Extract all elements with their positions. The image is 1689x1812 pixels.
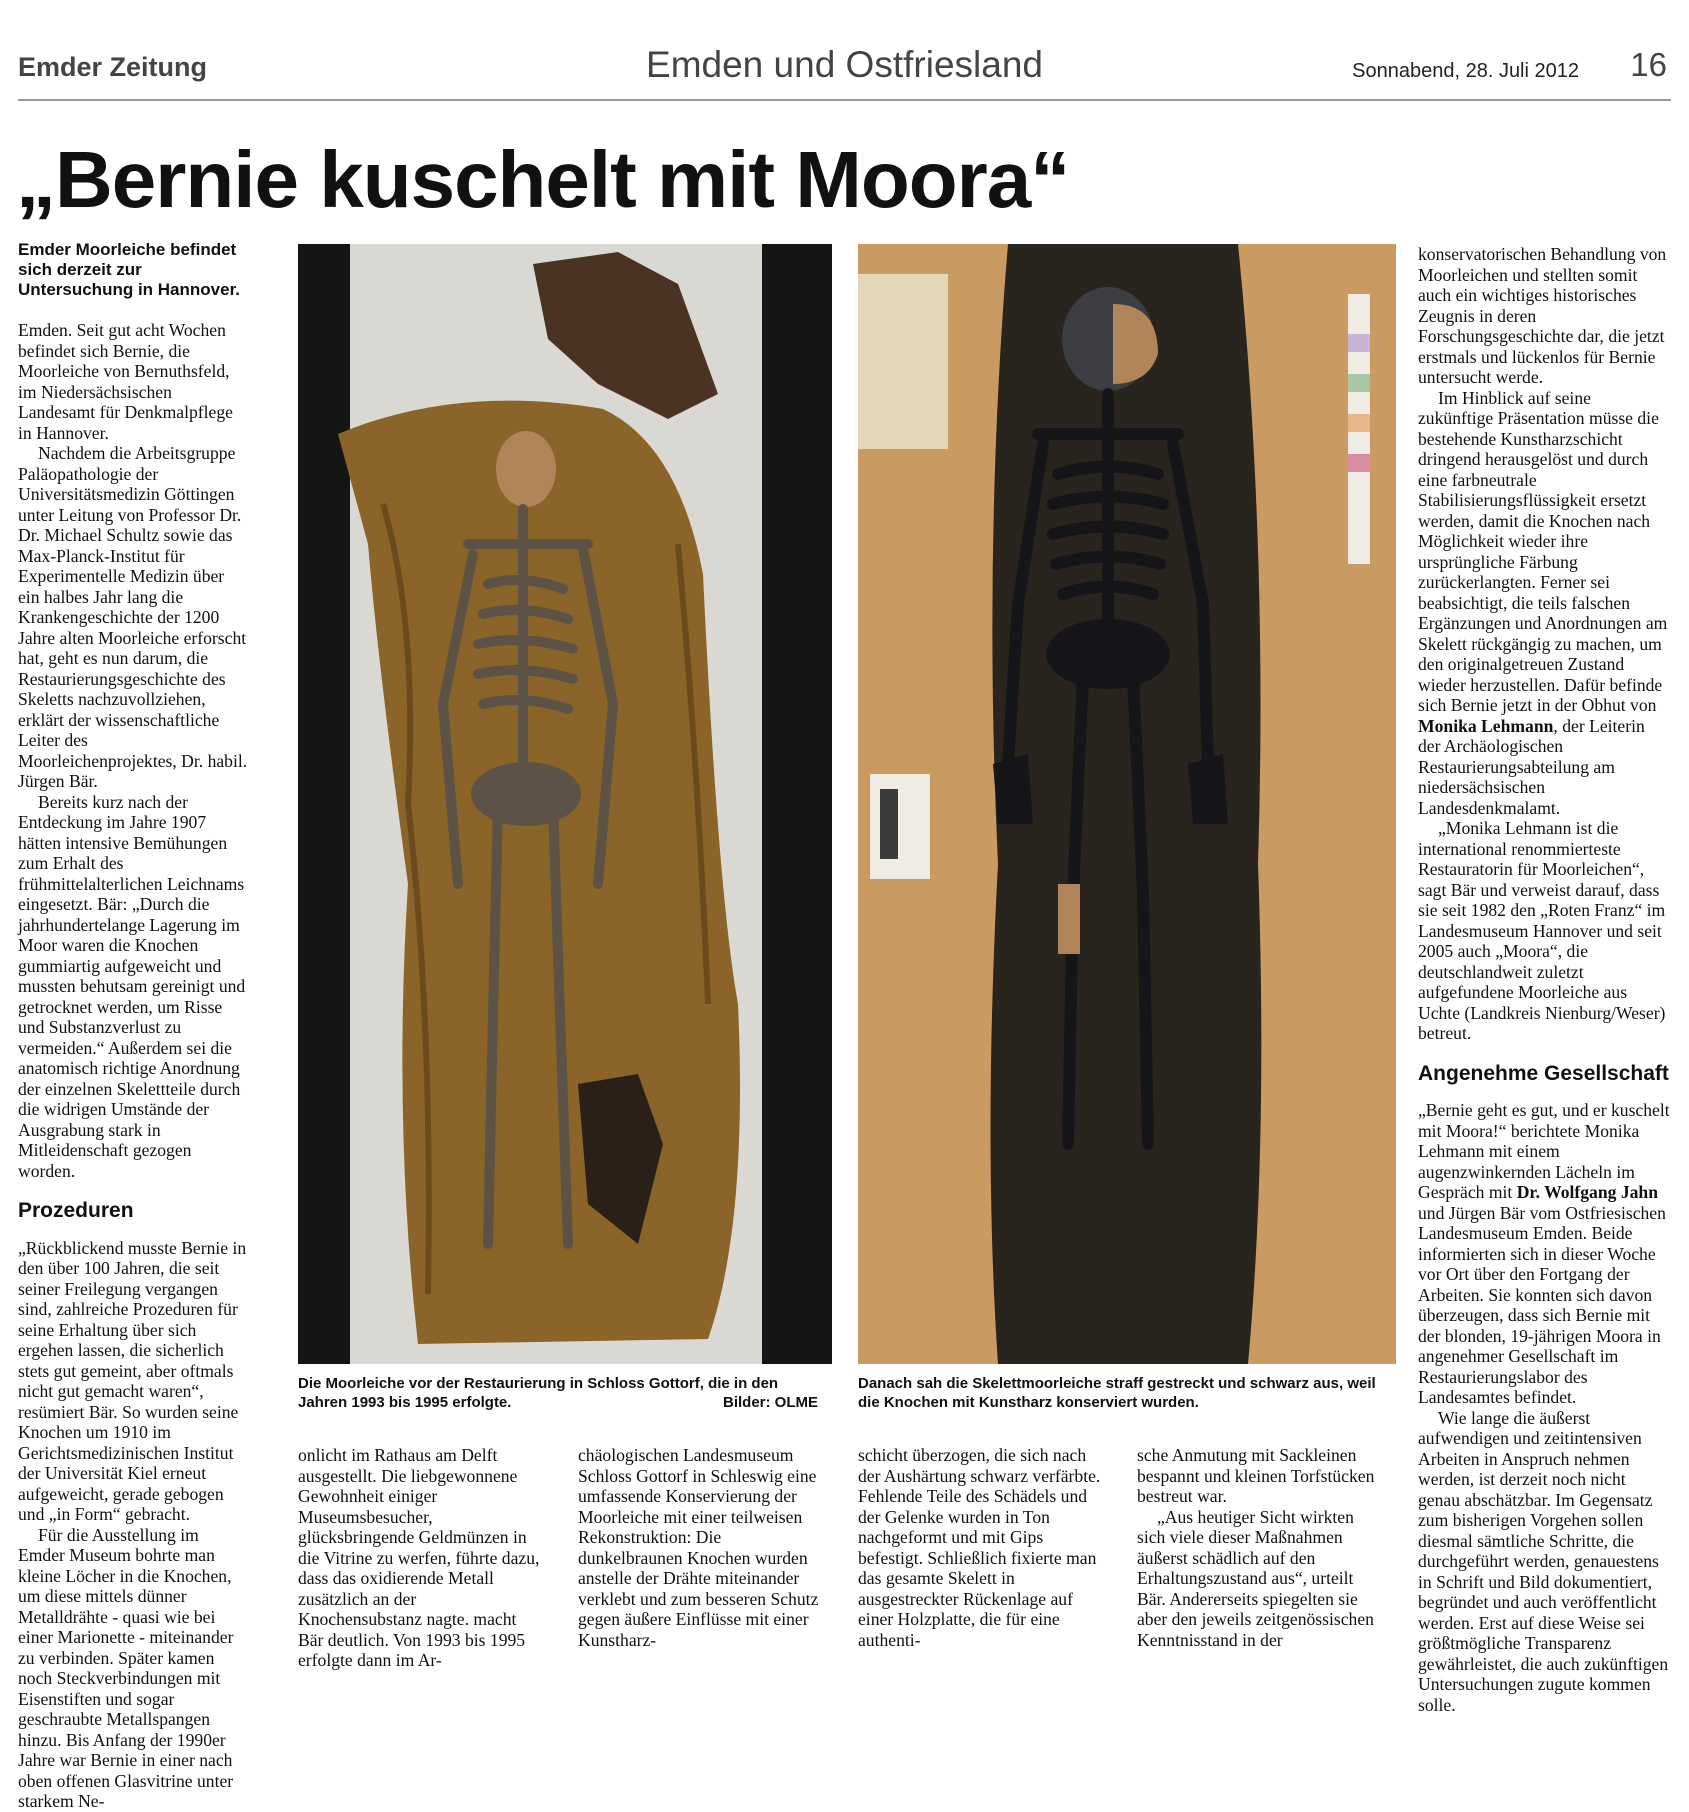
page-number: 16 xyxy=(1630,46,1667,83)
text-run: „Bernie geht es gut, und er kuschelt mit Moora!“ berichtete Monika Lehmann mit einem augenzwinkernden Lächeln im Gespräch mit xyxy=(1418,1100,1670,1202)
text-run: und Jürgen Bär vom Ostfriesischen Landesmuseum Emden. Beide informierten sich in dieser Woche vor Ort über den Fortgang der Arbeiten. Sie konnten sich davon überzeugen, dass sich Bernie mit der blonden, 19-jährigen Moora in angenehmer Gesellschaft im Restaurierungslabor des Landesamtes befindet. xyxy=(1418,1202,1666,1407)
article-column-2 xyxy=(298,1445,542,1671)
paragraph: sche Anmutung mit Sackleinen bespannt und kleinen Torfstücken bestreut war. xyxy=(1137,1445,1375,1506)
subheading: Prozeduren xyxy=(18,1199,134,1222)
person-name: Monika Lehmann xyxy=(1418,715,1554,736)
text-run: Im Hinblick auf seine zukünftige Präsentation müsse die bestehende Kunstharzschicht dringend herausgelöst und durch eine farbneutrale Stabilisierungsflüssigkeit ersetzt werden, damit die Knochen nach Möglichkeit wieder ihre ursprüngliche Färbung zurückerlangten. Ferner sei beabsichtigt, die teils falschen Ergänzungen und Anordnungen am Skelett rückgängig zu machen, um den originalgetreuen Zustand wieder herzustellen. Dafür befinde sich Bernie jetzt in der Obhut von xyxy=(1418,387,1668,715)
photo-1-caption xyxy=(298,1374,818,1412)
paragraph: Bereits kurz nach der Entdeckung im Jahre 1907 hätten intensive Bemühungen zum Erhalt des frühmittelalterlichen Leichnams eingesetzt. Bär: „Durch die jahrhundertelange Lagerung im Moor waren die Knochen gummiartig aufgeweicht und mussten behutsam gereinigt und getrocknet werden, um Risse und Substanzverlust zu vermeiden.“ Außerdem sei die anatomisch richtige Anordnung der einzelnen Skelettteile durch die widrigen Umstände der Ausgrabung stark in Mitleidenschaft gezogen worden. xyxy=(18,791,246,1181)
issue-date: Sonnabend, 28. Juli 2012 xyxy=(1352,60,1579,82)
paragraph: schicht überzogen, die sich nach der Aushärtung schwarz verfärbte. Fehlende Teile des Schädels und der Gelenke wurden in Ton nachgeformt und mit Gips befestigt. Schließlich fixierte man das gesamte Skelett in ausgestreckter Rückenlage auf einer Holzplatte, die für eine authenti- xyxy=(858,1445,1101,1650)
newspaper-name: Emder Zeitung xyxy=(18,52,208,82)
photo-credit: Bilder: OLME xyxy=(722,1394,818,1411)
paragraph xyxy=(1418,1100,1670,1408)
header-rule xyxy=(18,99,1671,101)
article-column-4 xyxy=(858,1445,1102,1650)
paragraph: „Aus heutiger Sicht wirkten sich viele dieser Maßnahmen äußerst schädlich auf den Erhaltungszustand aus“, urteilt Bär. Andererseits spiegelten sie aber den jeweils zeitgenössischen Kenntnisstand in der xyxy=(1137,1506,1374,1650)
caption-text: Die Moorleiche vor der Restaurierung in Schloss Gottorf, die in den Jahren 1993 bis 1995 erfolgte. xyxy=(298,1375,779,1411)
paragraph xyxy=(1418,388,1670,819)
article-column-1 xyxy=(18,240,250,1812)
paragraph: onlicht im Rathaus am Delft ausgestellt. Die liebgewonnene Gewohnheit einiger Museumsbesucher, glücksbringende Geldmünzen in die Vitrine zu werfen, führte dazu, dass das oxidierende Metall zusätzlich an der Knochensubstanz nagte. macht Bär deutlich. Von 1993 bis 1995 erfolgte dann im Ar- xyxy=(298,1445,540,1670)
paragraph: konservatorischen Behandlung von Moorleichen und stellten somit auch ein wichtiges historisches Zeugnis in deren Forschungsgeschichte dar, die jetzt erstmals und lückenlos für Bernie untersucht werde. xyxy=(1418,244,1667,387)
paragraph: „Monika Lehmann ist die international renommierteste Restauratorin für Moorleichen“, sagt Bär und verweist darauf, dass sie seit 1982 den „Roten Franz“ im Landesmuseum Hannover und seit 2005 auch „Moora“, die deutschlandweit zuletzt aufgefundene Moorleiche aus Uchte (Landkreis Nienburg/Weser) betreut. xyxy=(1418,818,1666,1043)
paragraph: Wie lange die äußerst aufwendigen und zeitintensiven Arbeiten in Anspruch nehmen werden, ist derzeit noch nicht genau abschätzbar. Im Gegensatz zum bisherigen Vorgehen sollen diesmal sämtliche Schritte, die durchgeführt werden, genauestens in Schrift und Bild dokumentiert, begründet und auch veröffentlicht werden. Erst auf diese Weise sei größtmögliche Transparenz gewährleistet, die auch zukünftigen Untersuchungen zugute kommen solle. xyxy=(1418,1407,1669,1715)
headline: „Bernie kuschelt mit Moora“ xyxy=(16,135,1070,224)
paragraph: Für die Ausstellung im Emder Museum bohrte man kleine Löcher in die Knochen, um diese mittels dünner Metalldrähte - quasi wie bei einer Marionette - miteinander zu verbinden. Später kamen noch Steckverbindungen mit Eisenstiften und sogar geschraubte Metallspangen hinzu. Bis Anfang der 1990er Jahre war Bernie in einer nach oben offenen Glasvitrine unter starkem Ne- xyxy=(18,1524,234,1811)
paragraph: Emden. Seit gut acht Wochen befindet sich Bernie, die Moorleiche von Bernuthsfeld, im Niedersächsischen Landesamt für Denkmalpflege in Hannover. xyxy=(18,320,233,443)
photo-2-caption: Danach sah die Skelettmoorleiche straff gestreckt und schwarz aus, weil die Knochen mit Kunstharz konserviert wurden. xyxy=(858,1375,1376,1411)
paragraph: „Rückblickend musste Bernie in den über 100 Jahren, die seit seiner Freilegung vergangen sind, zahlreiche Prozeduren für seine Erhaltung über sich ergehen lassen, die sicherlich stets gut gemeint, aber oftmals nicht gut gemacht waren“, resümiert Bär. So wurden seine Knochen um 1910 im Gerichtsmedizinischen Institut der Universität Kiel erneut aufgeweicht, gerade gebogen und „in Form“ gebracht. xyxy=(18,1237,247,1524)
paragraph: chäologischen Landesmuseum Schloss Gottorf in Schleswig eine umfassende Konservierung der Moorleiche mit einer teilweisen Rekonstruktion: Die dunkelbraunen Knochen wurden anstelle der Drähte miteinander verklebt und zum besseren Schutz gegen äußere Einflüsse mit einer Kunstharz- xyxy=(578,1445,819,1650)
subheading: Angenehme Gesellschaft xyxy=(1418,1061,1669,1085)
lead-paragraph: Emder Moorleiche befindet sich derzeit zur Untersuchung in Hannover. xyxy=(18,240,240,299)
section-title: Emden und Ostfriesland xyxy=(646,44,1043,85)
article-column-3 xyxy=(578,1445,822,1650)
article-column-6 xyxy=(1418,244,1670,1715)
person-name: Dr. Wolfgang Jahn xyxy=(1516,1182,1658,1202)
text-run: , der Leiterin der Archäologischen Restaurierungsabteilung am niedersächsischen Landesdenkmalamt. xyxy=(1418,715,1645,818)
photo-skeleton-after-conservation xyxy=(858,244,1396,1364)
article-column-5 xyxy=(1137,1445,1381,1650)
paragraph: Nachdem die Arbeitsgruppe Paläopathologie der Universitätsmedizin Göttingen unter Leitung von Professor Dr. Dr. Michael Schultz sowie das Max-Planck-Institut für Experimentelle Medizin über ein halbes Jahr lang die Krankengeschichte der 1200 Jahre alten Moorleiche erforscht hat, geht es nun darum, die Restaurierungsgeschichte des Skeletts nachzuvollziehen, erklärt der wissenschaftliche Leiter des Moorleichenprojektes, Dr. habil. Jürgen Bär. xyxy=(18,443,248,791)
photo-bog-body-before-restoration xyxy=(298,244,832,1364)
